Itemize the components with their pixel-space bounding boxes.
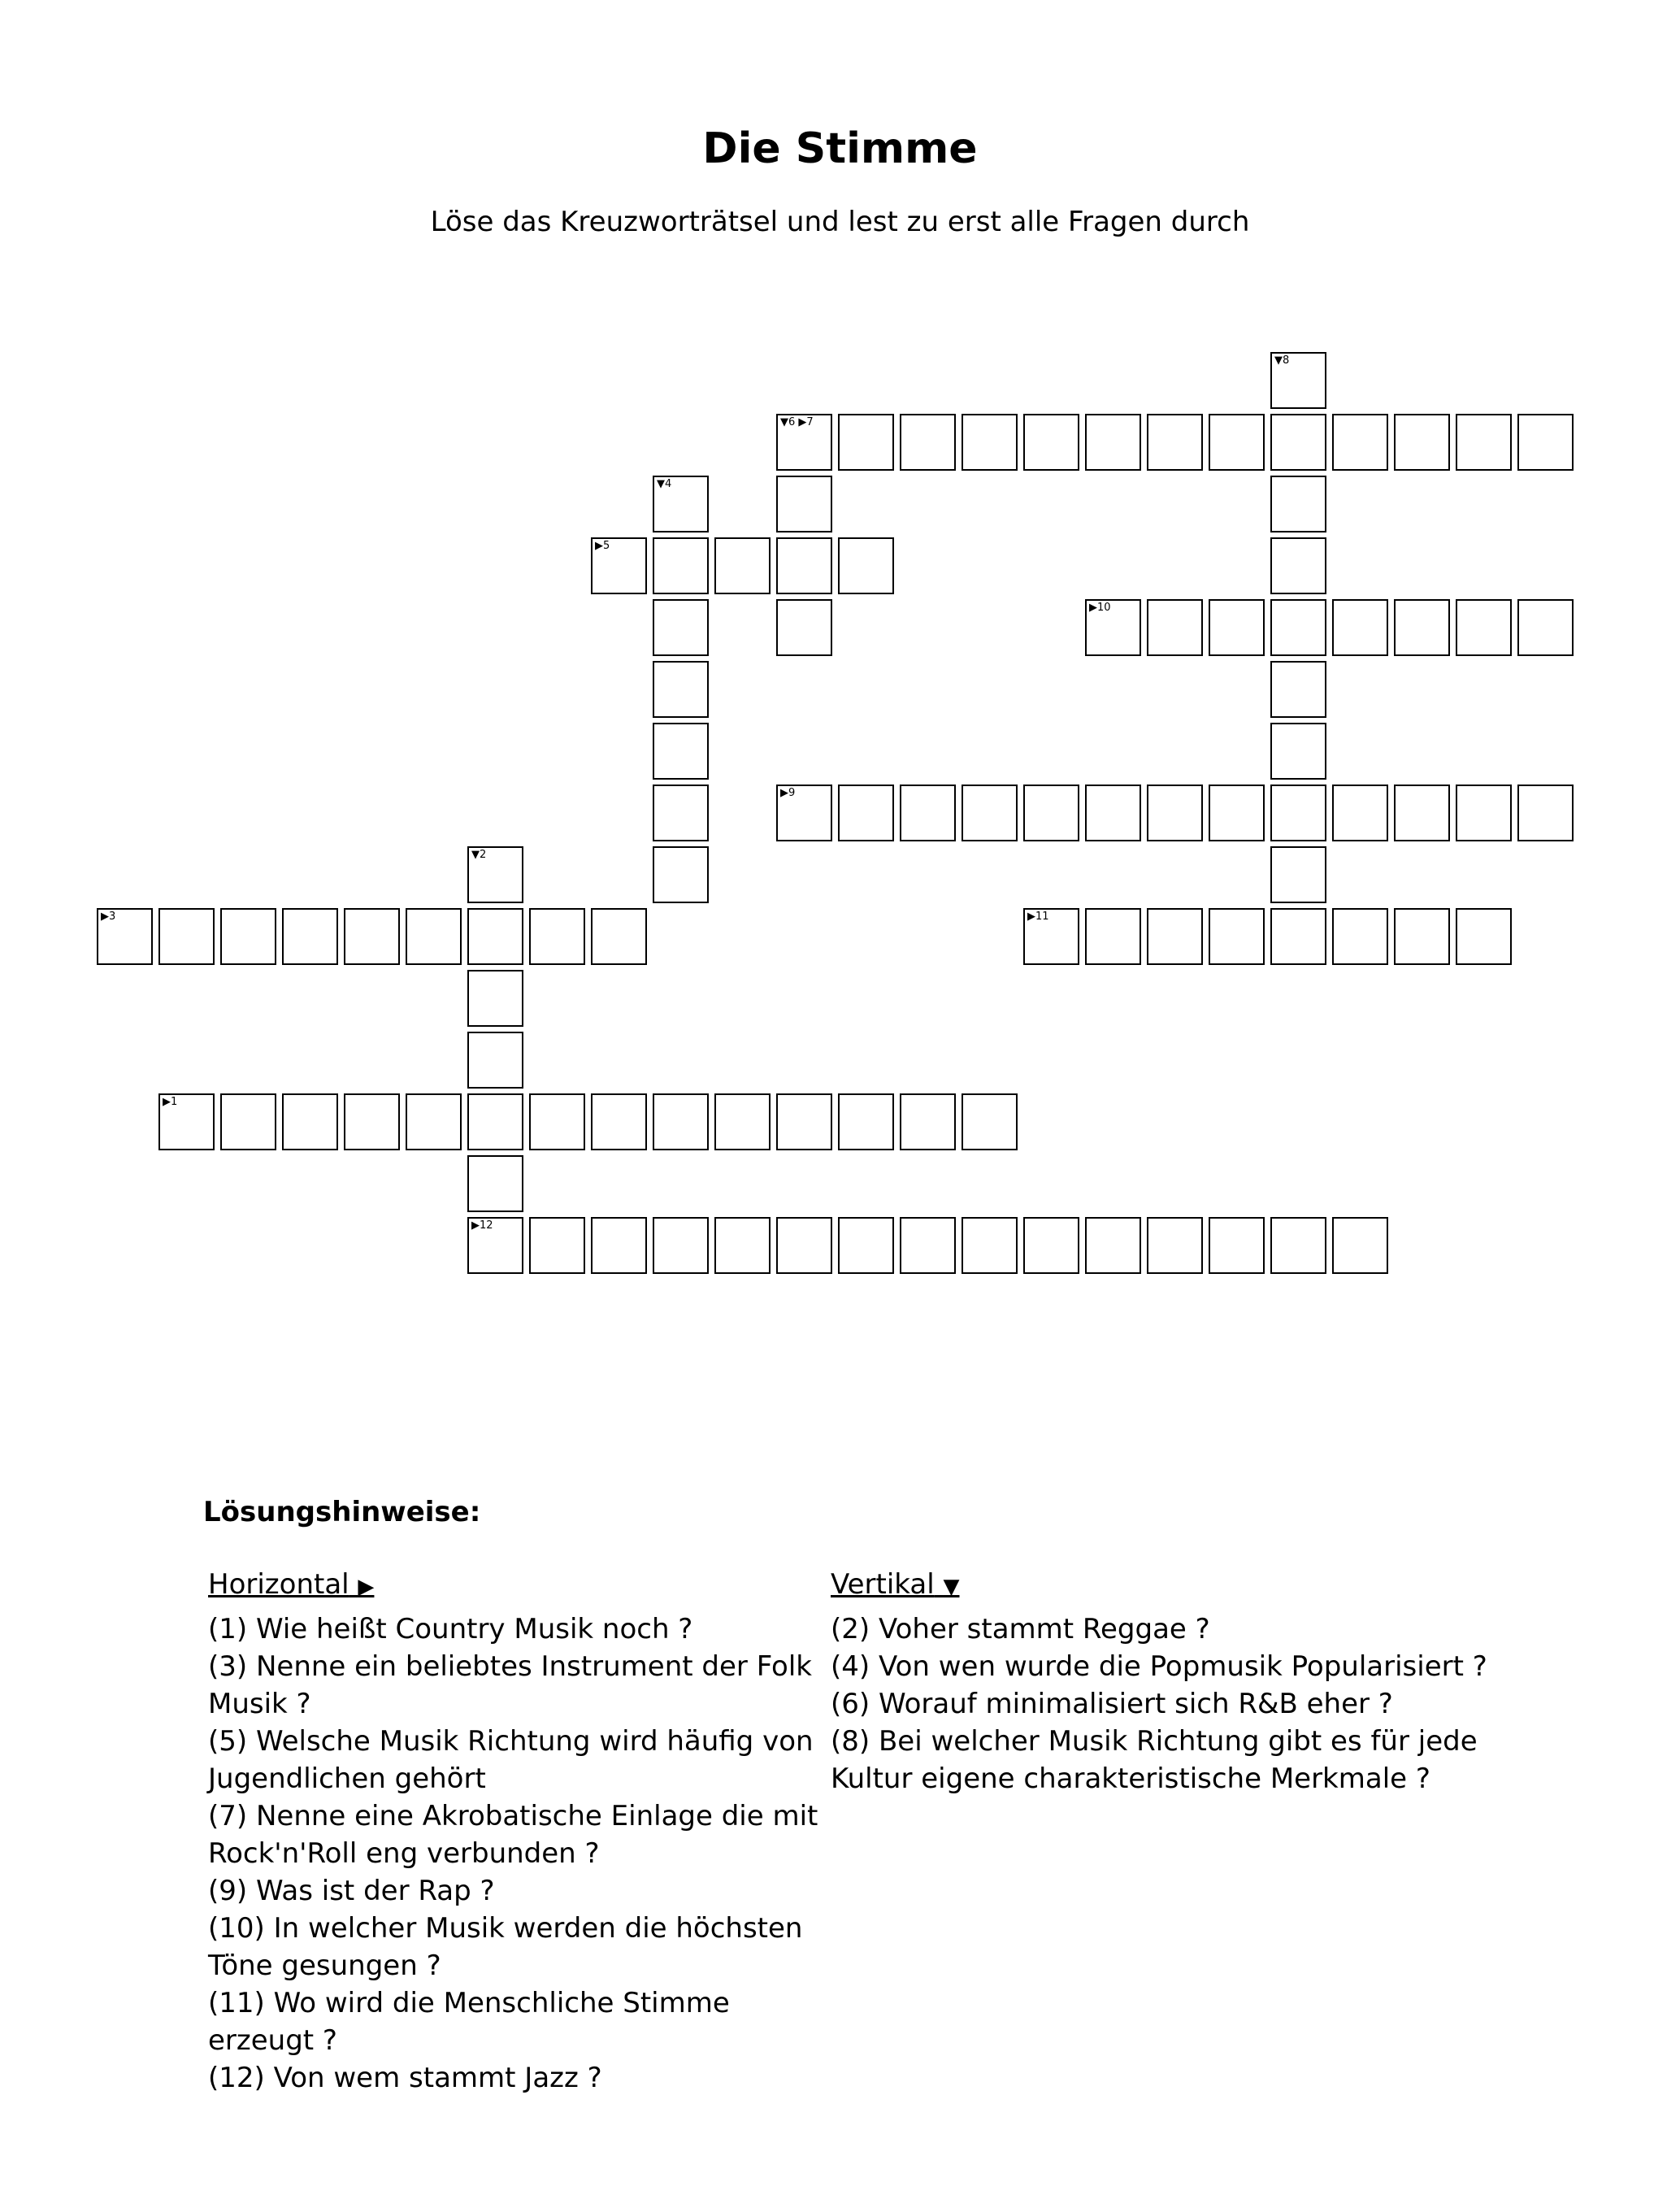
crossword-cell[interactable] <box>1270 661 1326 718</box>
crossword-cell[interactable] <box>714 1217 771 1274</box>
crossword-cell[interactable] <box>653 1093 709 1150</box>
crossword-cell[interactable] <box>1023 785 1079 841</box>
crossword-cell[interactable] <box>653 599 709 656</box>
crossword-cell[interactable] <box>344 908 400 965</box>
crossword-cell[interactable] <box>1394 414 1450 471</box>
cell-number: ▶3 <box>101 911 116 923</box>
crossword-cell[interactable] <box>529 1093 585 1150</box>
crossword-cell[interactable] <box>1270 476 1326 532</box>
crossword-cell[interactable] <box>1456 908 1512 965</box>
crossword-cell[interactable] <box>962 414 1018 471</box>
crossword-cell[interactable] <box>776 599 832 656</box>
crossword-cell[interactable] <box>1456 599 1512 656</box>
page-subtitle: Löse das Kreuzworträtsel und lest zu erst alle Fragen durch <box>430 206 1250 238</box>
clue-vertical-6: (6) Worauf minimalisiert sich R&B eher ? <box>831 1688 1393 1720</box>
crossword-cell[interactable] <box>776 1217 832 1274</box>
crossword-cell[interactable] <box>1394 908 1450 965</box>
cell-number: ▶12 <box>471 1219 493 1232</box>
crossword-cell[interactable] <box>1023 908 1079 965</box>
crossword-cell[interactable] <box>838 537 894 594</box>
crossword-cell[interactable] <box>776 476 832 532</box>
crossword-cell[interactable] <box>344 1093 400 1150</box>
clue-horizontal-12: (12) Von wem stammt Jazz ? <box>208 2062 602 2094</box>
crossword-cell[interactable] <box>1332 599 1388 656</box>
crossword-cell[interactable] <box>653 1217 709 1274</box>
vertical-heading <box>831 1566 1530 1606</box>
crossword-cell[interactable] <box>776 785 832 841</box>
crossword-cell[interactable] <box>467 1093 523 1150</box>
crossword-cell[interactable] <box>406 908 462 965</box>
crossword-cell[interactable] <box>1147 414 1203 471</box>
vertical-clues-column <box>831 1566 1530 1797</box>
crossword-cell[interactable] <box>158 908 215 965</box>
clue-vertical-8: (8) Bei welcher Musik Richtung gibt es für jede Kultur eigene charakteristische Merkmale ? <box>831 1725 1478 1795</box>
crossword-cell[interactable] <box>467 846 523 903</box>
horizontal-clues-column <box>208 1566 826 2097</box>
crossword-cell[interactable] <box>1394 599 1450 656</box>
crossword-cell[interactable] <box>1517 785 1574 841</box>
crossword-cell[interactable] <box>467 1032 523 1089</box>
crossword-cell[interactable] <box>838 1093 894 1150</box>
crossword-cell[interactable] <box>1085 785 1141 841</box>
crossword-cell[interactable] <box>1147 1217 1203 1274</box>
crossword-cell[interactable] <box>529 908 585 965</box>
cell-number: ▶1 <box>163 1096 178 1108</box>
crossword-cell[interactable] <box>1332 785 1388 841</box>
clue-horizontal-5: (5) Welsche Musik Richtung wird häufig von Jugendlichen gehört <box>208 1725 814 1795</box>
crossword-cell[interactable] <box>776 414 832 471</box>
crossword-cell[interactable] <box>282 908 338 965</box>
crossword-cell[interactable] <box>653 476 709 532</box>
crossword-cell[interactable] <box>1209 908 1265 965</box>
cell-number: ▶10 <box>1089 602 1111 614</box>
crossword-cell[interactable] <box>1270 846 1326 903</box>
crossword-cell[interactable] <box>900 1217 956 1274</box>
crossword-cell[interactable] <box>591 1093 647 1150</box>
cell-number: ▶11 <box>1027 911 1049 923</box>
clue-horizontal-9: (9) Was ist der Rap ? <box>208 1875 495 1907</box>
crossword-cell[interactable] <box>838 1217 894 1274</box>
clue-vertical-2: (2) Voher stammt Reggae ? <box>831 1613 1210 1645</box>
crossword-cell[interactable] <box>1023 414 1079 471</box>
crossword-cell[interactable] <box>591 908 647 965</box>
crossword-cell[interactable] <box>1147 785 1203 841</box>
crossword-cell[interactable] <box>838 785 894 841</box>
crossword-cell[interactable] <box>900 785 956 841</box>
crossword-cell[interactable] <box>1085 414 1141 471</box>
crossword-cell[interactable] <box>1270 723 1326 780</box>
crossword-cell[interactable] <box>1085 908 1141 965</box>
crossword-cell[interactable] <box>591 1217 647 1274</box>
crossword-cell[interactable] <box>776 537 832 594</box>
crossword-cell[interactable] <box>714 537 771 594</box>
crossword-cell[interactable] <box>529 1217 585 1274</box>
crossword-cell[interactable] <box>1270 785 1326 841</box>
crossword-cell[interactable] <box>653 785 709 841</box>
crossword-cell[interactable] <box>1147 908 1203 965</box>
clue-horizontal-10: (10) In welcher Musik werden die höchsten Töne gesungen ? <box>208 1912 803 1982</box>
crossword-cell[interactable] <box>158 1093 215 1150</box>
crossword-cell[interactable] <box>653 723 709 780</box>
crossword-cell[interactable] <box>591 537 647 594</box>
crossword-cell[interactable] <box>467 908 523 965</box>
crossword-cell[interactable] <box>1270 414 1326 471</box>
clue-horizontal-1: (1) Wie heißt Country Musik noch ? <box>208 1613 693 1645</box>
cell-number: ▼8 <box>1274 354 1290 367</box>
crossword-cell[interactable] <box>220 1093 276 1150</box>
cell-number: ▼2 <box>471 849 487 861</box>
clue-horizontal-11: (11) Wo wird die Menschliche Stimme erzeugt ? <box>208 1987 730 2057</box>
crossword-cell[interactable] <box>467 1217 523 1274</box>
crossword-cell[interactable] <box>962 1093 1018 1150</box>
crossword-cell[interactable] <box>1209 414 1265 471</box>
crossword-cell[interactable] <box>1332 1217 1388 1274</box>
cell-number: ▼6 ▶7 <box>780 416 814 428</box>
crossword-cell[interactable] <box>1209 599 1265 656</box>
cell-number: ▶5 <box>595 540 610 552</box>
crossword-cell[interactable] <box>1270 352 1326 409</box>
crossword-cell[interactable] <box>900 1093 956 1150</box>
horizontal-title: Horizontal <box>208 1568 349 1601</box>
crossword-cell[interactable] <box>653 846 709 903</box>
crossword-cell[interactable] <box>1270 908 1326 965</box>
crossword-cell[interactable] <box>776 1093 832 1150</box>
crossword-cell[interactable] <box>1332 414 1388 471</box>
crossword-cell[interactable] <box>97 908 153 965</box>
crossword-cell[interactable] <box>282 1093 338 1150</box>
crossword-cell[interactable] <box>838 414 894 471</box>
horizontal-heading <box>208 1566 826 1606</box>
crossword-cell[interactable] <box>653 537 709 594</box>
crossword-cell[interactable] <box>1517 599 1574 656</box>
crossword-cell[interactable] <box>1023 1217 1079 1274</box>
crossword-cell[interactable] <box>1147 599 1203 656</box>
clue-horizontal-7: (7) Nenne eine Akrobatische Einlage die mit Rock'n'Roll eng verbunden ? <box>208 1800 818 1870</box>
crossword-cell[interactable] <box>220 908 276 965</box>
crossword-cell[interactable] <box>1085 599 1141 656</box>
crossword-cell[interactable] <box>1209 785 1265 841</box>
crossword-cell[interactable] <box>1517 414 1574 471</box>
crossword-cell[interactable] <box>1270 599 1326 656</box>
crossword-cell[interactable] <box>900 414 956 471</box>
crossword-cell[interactable] <box>962 785 1018 841</box>
crossword-cell[interactable] <box>1394 785 1450 841</box>
crossword-cell[interactable] <box>1270 1217 1326 1274</box>
crossword-cell[interactable] <box>1456 785 1512 841</box>
crossword-cell[interactable] <box>467 970 523 1027</box>
crossword-cell[interactable] <box>1209 1217 1265 1274</box>
crossword-cell[interactable] <box>1332 908 1388 965</box>
cell-number: ▶9 <box>780 787 796 799</box>
crossword-cell[interactable] <box>1085 1217 1141 1274</box>
page-title: Die Stimme <box>702 124 978 173</box>
vertical-title: Vertikal <box>831 1568 935 1601</box>
clue-vertical-4: (4) Von wen wurde die Popmusik Popularisiert ? <box>831 1650 1487 1683</box>
clue-horizontal-3: (3) Nenne ein beliebtes Instrument der Folk Musik ? <box>208 1650 812 1720</box>
crossword-cell[interactable] <box>406 1093 462 1150</box>
crossword-cell[interactable] <box>653 661 709 718</box>
down-arrow-icon: ▼ <box>943 1575 960 1599</box>
crossword-cell[interactable] <box>962 1217 1018 1274</box>
crossword-cell[interactable] <box>1270 537 1326 594</box>
crossword-cell[interactable] <box>714 1093 771 1150</box>
crossword-cell[interactable] <box>467 1155 523 1212</box>
right-arrow-icon: ▶ <box>358 1575 375 1599</box>
crossword-cell[interactable] <box>1456 414 1512 471</box>
cell-number: ▼4 <box>657 478 672 490</box>
hints-heading: Lösungshinweise: <box>203 1496 481 1528</box>
